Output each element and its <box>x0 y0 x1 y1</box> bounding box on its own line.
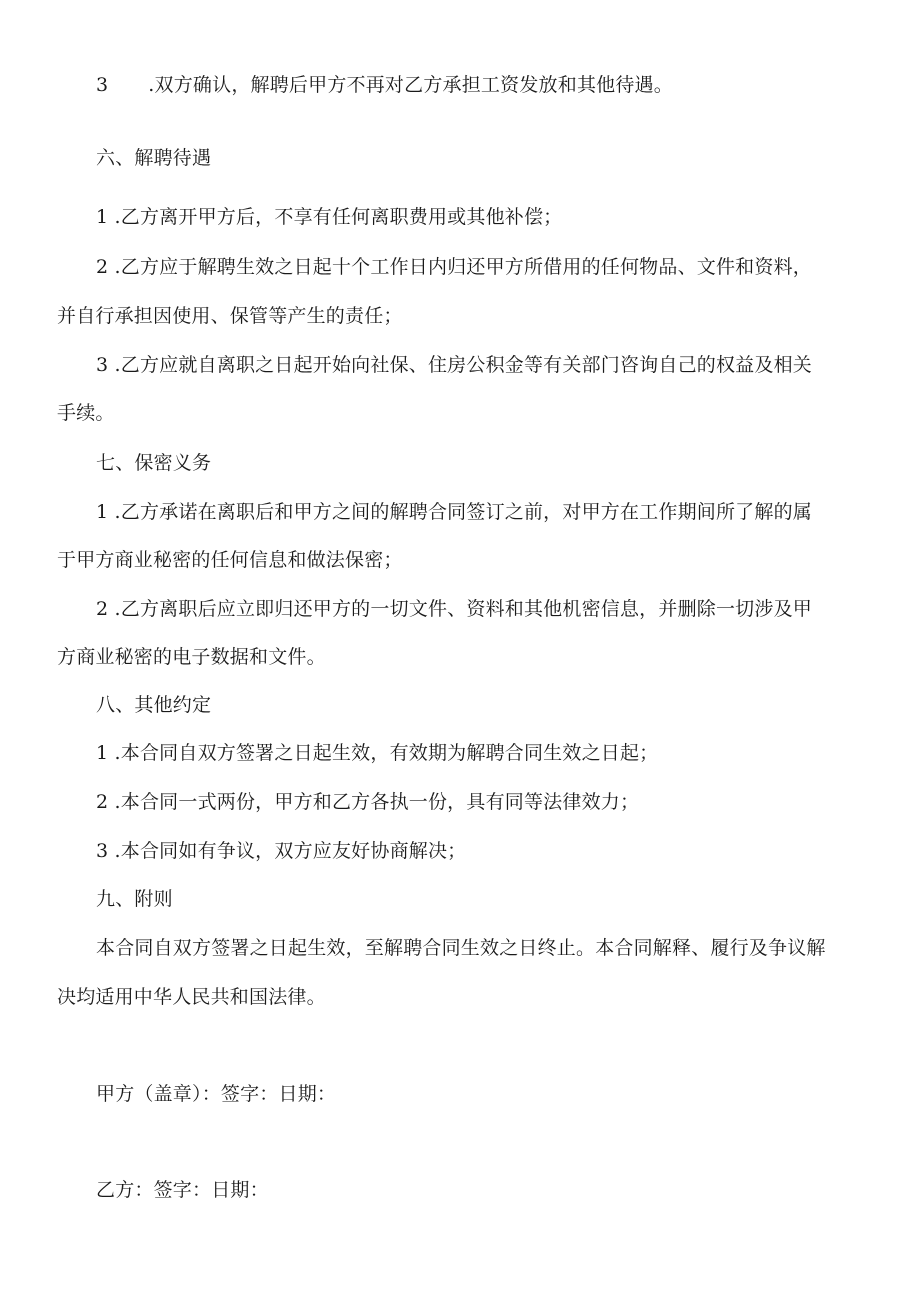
section7-item2-line2: 方商业秘密的电子数据和文件。 <box>57 646 326 668</box>
section7-item1-line2: 于甲方商业秘密的任何信息和做法保密； <box>57 549 403 571</box>
section5-item3 <box>96 73 673 97</box>
section6-item3-line1: 3 .乙方应就自离职之日起开始向社保、住房公积金等有关部门咨询自己的权益及相关 <box>96 354 812 376</box>
section9-para-line1: 本合同自双方签署之日起生效，至解聘合同生效之日终止。本合同解释、履行及争议解 <box>96 937 826 959</box>
section9-para-line2: 决均适用中华人民共和国法律。 <box>57 986 326 1008</box>
section6-item1: 1 .乙方离开甲方后，不享有任何离职费用或其他补偿； <box>96 206 563 228</box>
section6-item3-line2: 手续。 <box>57 402 115 424</box>
section7-heading: 七、保密义务 <box>96 452 212 474</box>
section9-heading: 九、附则 <box>96 888 173 910</box>
party-a-signature-line: 甲方（盖章）：签字：日期： <box>96 1083 337 1105</box>
section5-item3-number: 3 <box>96 74 109 96</box>
section8-heading: 八、其他约定 <box>96 694 212 716</box>
section7-item2-line1: 2 .乙方离职后应立即归还甲方的一切文件、资料和其他机密信息，并删除一切涉及甲 <box>96 598 812 620</box>
section6-item2-line2: 并自行承担因使用、保管等产生的责任； <box>57 305 403 327</box>
section6-item2-line1: 2 .乙方应于解聘生效之日起十个工作日内归还甲方所借用的任何物品、文件和资料， <box>96 256 812 278</box>
section8-item1: 1 .本合同自双方签署之日起生效，有效期为解聘合同生效之日起； <box>96 742 659 764</box>
section8-item3: 3 .本合同如有争议，双方应友好协商解决； <box>96 840 467 862</box>
section7-item1-line1: 1 .乙方承诺在离职后和甲方之间的解聘合同签订之前，对甲方在工作期间所了解的属 <box>96 501 812 523</box>
section5-item3-text: .双方确认，解聘后甲方不再对乙方承担工资发放和其他待遇。 <box>148 74 673 96</box>
section8-item2: 2 .本合同一式两份，甲方和乙方各执一份，具有同等法律效力； <box>96 791 640 813</box>
section6-heading: 六、解聘待遇 <box>96 147 212 169</box>
party-b-signature-line: 乙方：签字：日期： <box>96 1179 269 1201</box>
